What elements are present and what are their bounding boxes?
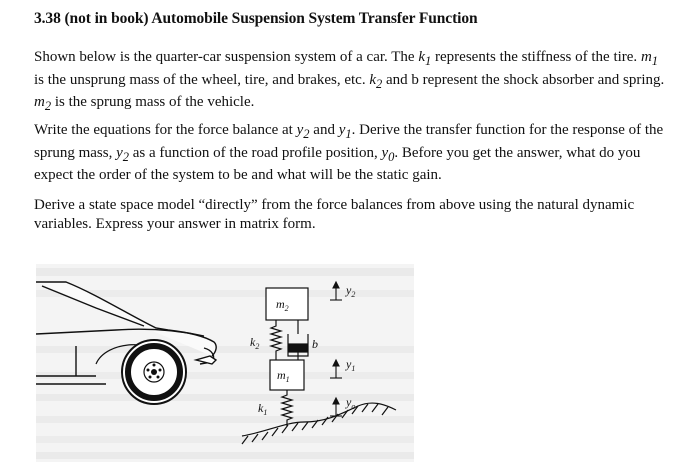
svg-text:k1: $k_1$ xyxy=(258,401,268,417)
wheel-drawing xyxy=(122,340,186,404)
paragraph-task-transfer-function: Write the equations for the force balance at $y_2$ and $y_1$. Derive the transfer function for the response of the sprung mass, $y_2$ as a function of the road profile position, $y_0$. Before you get the answer, what do you expect the order of the system to be and what will be the static gain. xyxy=(34,122,664,183)
mass-m1-block xyxy=(270,360,304,390)
mass-m2-block xyxy=(266,288,308,320)
quarter-car-figure xyxy=(36,264,414,462)
paragraph-description: Shown below is the quarter-car suspension system of a car. The $k_1$ represents the stiffness of the tire. $m_1$ is the unsprung mass of the wheel, tire, and brakes, etc. $k_2$ and b represent the shock absorber and spring. $m_2$ is the sprung mass of the vehicle. xyxy=(34,49,665,113)
svg-text:m1: $m_1$ xyxy=(277,368,290,384)
problem-heading: 3.38 (not in book) Automobile Suspension System Transfer Function xyxy=(34,10,478,27)
svg-text:b: b xyxy=(312,337,318,351)
svg-text:k2: $k_2$ xyxy=(250,335,260,351)
svg-text:y1: $y_1$ xyxy=(346,357,356,373)
svg-text:yo: $y_o$ xyxy=(346,395,356,411)
svg-text:y2: $y_2$ xyxy=(346,283,356,299)
svg-text:m2: $m_2$ xyxy=(276,297,289,313)
paragraph-task-state-space: Derive a state space model “directly” from the force balances from above using the natural dynamic variables. Express your answer in matrix form. xyxy=(34,197,635,232)
